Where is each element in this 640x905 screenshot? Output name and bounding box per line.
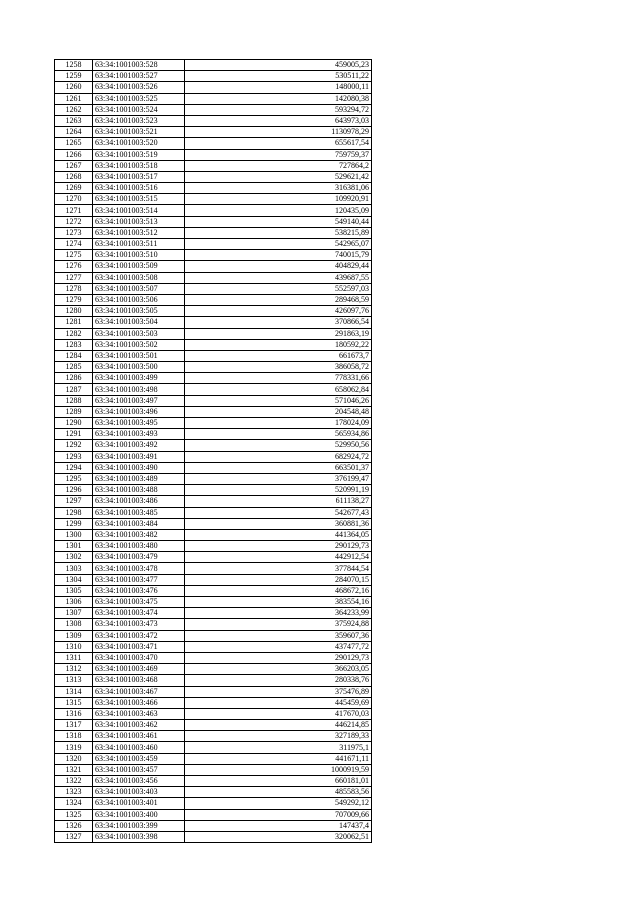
row-number: 1278	[55, 283, 93, 294]
table-row	[55, 518, 372, 529]
row-number: 1306	[55, 597, 93, 608]
table-row	[55, 227, 372, 238]
table-row	[55, 115, 372, 126]
row-number: 1320	[55, 753, 93, 764]
table-row	[55, 183, 372, 194]
row-number: 1275	[55, 250, 93, 261]
cadastral-number: 63:34:1001003:511	[93, 239, 185, 250]
cadastral-number: 63:34:1001003:525	[93, 93, 185, 104]
cadastral-number: 63:34:1001003:519	[93, 149, 185, 160]
cadastral-number: 63:34:1001003:524	[93, 104, 185, 115]
cadastral-value: 289468,59	[185, 294, 372, 305]
cadastral-value: 663501,37	[185, 462, 372, 473]
table-row	[55, 261, 372, 272]
cadastral-number: 63:34:1001003:474	[93, 608, 185, 619]
cadastral-value: 291863,19	[185, 328, 372, 339]
row-number: 1272	[55, 216, 93, 227]
table-row	[55, 306, 372, 317]
cadastral-number: 63:34:1001003:486	[93, 496, 185, 507]
cadastral-number: 63:34:1001003:476	[93, 585, 185, 596]
cadastral-value: 364233,99	[185, 608, 372, 619]
cadastral-value: 376199,47	[185, 473, 372, 484]
row-number: 1327	[55, 831, 93, 842]
cadastral-number: 63:34:1001003:506	[93, 294, 185, 305]
table-row	[55, 809, 372, 820]
table-row	[55, 239, 372, 250]
cadastral-number: 63:34:1001003:527	[93, 71, 185, 82]
cadastral-value: 660181,01	[185, 776, 372, 787]
cadastral-value: 327189,33	[185, 731, 372, 742]
cadastral-number: 63:34:1001003:518	[93, 160, 185, 171]
cadastral-value: 611138,27	[185, 496, 372, 507]
row-number: 1265	[55, 138, 93, 149]
table-row	[55, 149, 372, 160]
cadastral-value: 284070,15	[185, 574, 372, 585]
cadastral-number: 63:34:1001003:472	[93, 630, 185, 641]
table-row	[55, 429, 372, 440]
cadastral-value: 178024,09	[185, 418, 372, 429]
row-number: 1259	[55, 71, 93, 82]
cadastral-number: 63:34:1001003:497	[93, 395, 185, 406]
row-number: 1268	[55, 171, 93, 182]
table-row	[55, 205, 372, 216]
table-row	[55, 216, 372, 227]
table-row	[55, 563, 372, 574]
cadastral-number: 63:34:1001003:512	[93, 227, 185, 238]
table-row	[55, 652, 372, 663]
table-row	[55, 317, 372, 328]
cadastral-number: 63:34:1001003:507	[93, 283, 185, 294]
cadastral-value: 370866,54	[185, 317, 372, 328]
cadastral-value: 439687,55	[185, 272, 372, 283]
row-number: 1291	[55, 429, 93, 440]
row-number: 1296	[55, 485, 93, 496]
row-number: 1317	[55, 720, 93, 731]
row-number: 1263	[55, 115, 93, 126]
cadastral-number: 63:34:1001003:401	[93, 798, 185, 809]
cadastral-number: 63:34:1001003:466	[93, 697, 185, 708]
table-row	[55, 485, 372, 496]
table-row	[55, 82, 372, 93]
row-number: 1321	[55, 764, 93, 775]
table-row	[55, 473, 372, 484]
cadastral-number: 63:34:1001003:488	[93, 485, 185, 496]
cadastral-value: 529621,42	[185, 171, 372, 182]
cadastral-number: 63:34:1001003:492	[93, 440, 185, 451]
row-number: 1319	[55, 742, 93, 753]
cadastral-number: 63:34:1001003:482	[93, 529, 185, 540]
cadastral-number: 63:34:1001003:468	[93, 675, 185, 686]
cadastral-value: 1000919,59	[185, 764, 372, 775]
cadastral-number: 63:34:1001003:400	[93, 809, 185, 820]
cadastral-number: 63:34:1001003:470	[93, 652, 185, 663]
table-row	[55, 418, 372, 429]
table-row	[55, 708, 372, 719]
cadastral-number: 63:34:1001003:528	[93, 60, 185, 71]
table-row	[55, 552, 372, 563]
cadastral-value-table	[54, 59, 372, 843]
cadastral-number: 63:34:1001003:517	[93, 171, 185, 182]
table-row	[55, 71, 372, 82]
cadastral-value: 204548,48	[185, 406, 372, 417]
table-row	[55, 138, 372, 149]
cadastral-value: 441671,11	[185, 753, 372, 764]
table-row	[55, 664, 372, 675]
row-number: 1294	[55, 462, 93, 473]
cadastral-value: 542677,43	[185, 507, 372, 518]
cadastral-value: 552597,03	[185, 283, 372, 294]
table-row	[55, 798, 372, 809]
row-number: 1274	[55, 239, 93, 250]
row-number: 1258	[55, 60, 93, 71]
row-number: 1318	[55, 731, 93, 742]
cadastral-number: 63:34:1001003:469	[93, 664, 185, 675]
row-number: 1271	[55, 205, 93, 216]
cadastral-value: 404829,44	[185, 261, 372, 272]
table-row	[55, 384, 372, 395]
table-row	[55, 585, 372, 596]
cadastral-value: 311975,1	[185, 742, 372, 753]
row-number: 1292	[55, 440, 93, 451]
table-row	[55, 294, 372, 305]
row-number: 1264	[55, 127, 93, 138]
table-body	[55, 60, 372, 843]
cadastral-number: 63:34:1001003:515	[93, 194, 185, 205]
table-row	[55, 776, 372, 787]
cadastral-number: 63:34:1001003:501	[93, 350, 185, 361]
cadastral-number: 63:34:1001003:484	[93, 518, 185, 529]
table-row	[55, 831, 372, 842]
table-row	[55, 753, 372, 764]
table-row	[55, 720, 372, 731]
cadastral-value: 661673,7	[185, 350, 372, 361]
cadastral-value: 366203,05	[185, 664, 372, 675]
table-row	[55, 462, 372, 473]
table-row	[55, 541, 372, 552]
table-row	[55, 507, 372, 518]
row-number: 1324	[55, 798, 93, 809]
row-number: 1322	[55, 776, 93, 787]
row-number: 1305	[55, 585, 93, 596]
cadastral-number: 63:34:1001003:516	[93, 183, 185, 194]
row-number: 1279	[55, 294, 93, 305]
cadastral-number: 63:34:1001003:509	[93, 261, 185, 272]
cadastral-value: 359607,36	[185, 630, 372, 641]
cadastral-number: 63:34:1001003:485	[93, 507, 185, 518]
cadastral-value: 529950,56	[185, 440, 372, 451]
row-number: 1285	[55, 362, 93, 373]
row-number: 1286	[55, 373, 93, 384]
cadastral-value: 383554,16	[185, 597, 372, 608]
row-number: 1261	[55, 93, 93, 104]
table-row	[55, 339, 372, 350]
row-number: 1297	[55, 496, 93, 507]
row-number: 1266	[55, 149, 93, 160]
cadastral-value: 316381,06	[185, 183, 372, 194]
cadastral-value: 759759,37	[185, 149, 372, 160]
cadastral-value: 682924,72	[185, 451, 372, 462]
cadastral-number: 63:34:1001003:473	[93, 619, 185, 630]
row-number: 1276	[55, 261, 93, 272]
cadastral-value: 377844,54	[185, 563, 372, 574]
row-number: 1281	[55, 317, 93, 328]
cadastral-number: 63:34:1001003:502	[93, 339, 185, 350]
cadastral-value: 520991,19	[185, 485, 372, 496]
cadastral-value: 437477,72	[185, 641, 372, 652]
cadastral-number: 63:34:1001003:403	[93, 787, 185, 798]
cadastral-number: 63:34:1001003:475	[93, 597, 185, 608]
row-number: 1283	[55, 339, 93, 350]
table-row	[55, 194, 372, 205]
table-row	[55, 406, 372, 417]
cadastral-value: 658062,84	[185, 384, 372, 395]
table-row	[55, 686, 372, 697]
row-number: 1284	[55, 350, 93, 361]
row-number: 1315	[55, 697, 93, 708]
table-row	[55, 272, 372, 283]
table-row	[55, 350, 372, 361]
cadastral-value: 1130978,29	[185, 127, 372, 138]
table-row	[55, 60, 372, 71]
row-number: 1302	[55, 552, 93, 563]
row-number: 1325	[55, 809, 93, 820]
table-row	[55, 160, 372, 171]
cadastral-number: 63:34:1001003:500	[93, 362, 185, 373]
cadastral-value: 542965,07	[185, 239, 372, 250]
row-number: 1310	[55, 641, 93, 652]
cadastral-number: 63:34:1001003:462	[93, 720, 185, 731]
table-row	[55, 127, 372, 138]
cadastral-value: 446214,85	[185, 720, 372, 731]
cadastral-value: 441364,05	[185, 529, 372, 540]
cadastral-number: 63:34:1001003:523	[93, 115, 185, 126]
cadastral-value: 147437,4	[185, 820, 372, 831]
cadastral-value: 180592,22	[185, 339, 372, 350]
row-number: 1304	[55, 574, 93, 585]
row-number: 1260	[55, 82, 93, 93]
table-row	[55, 93, 372, 104]
row-number: 1287	[55, 384, 93, 395]
cadastral-value: 148000,11	[185, 82, 372, 93]
row-number: 1293	[55, 451, 93, 462]
cadastral-number: 63:34:1001003:514	[93, 205, 185, 216]
cadastral-number: 63:34:1001003:480	[93, 541, 185, 552]
cadastral-number: 63:34:1001003:510	[93, 250, 185, 261]
table-row	[55, 171, 372, 182]
cadastral-number: 63:34:1001003:477	[93, 574, 185, 585]
cadastral-number: 63:34:1001003:398	[93, 831, 185, 842]
row-number: 1303	[55, 563, 93, 574]
cadastral-value: 727864,2	[185, 160, 372, 171]
row-number: 1270	[55, 194, 93, 205]
table-row	[55, 608, 372, 619]
row-number: 1262	[55, 104, 93, 115]
table-row	[55, 630, 372, 641]
table-row	[55, 641, 372, 652]
cadastral-number: 63:34:1001003:459	[93, 753, 185, 764]
cadastral-number: 63:34:1001003:461	[93, 731, 185, 742]
cadastral-value: 707009,66	[185, 809, 372, 820]
cadastral-number: 63:34:1001003:503	[93, 328, 185, 339]
cadastral-number: 63:34:1001003:489	[93, 473, 185, 484]
cadastral-value: 109920,91	[185, 194, 372, 205]
cadastral-value: 643973,03	[185, 115, 372, 126]
row-number: 1288	[55, 395, 93, 406]
table-row	[55, 764, 372, 775]
cadastral-number: 63:34:1001003:457	[93, 764, 185, 775]
cadastral-value: 565934,86	[185, 429, 372, 440]
cadastral-number: 63:34:1001003:471	[93, 641, 185, 652]
cadastral-value: 360881,36	[185, 518, 372, 529]
table-row	[55, 619, 372, 630]
cadastral-value: 386058,72	[185, 362, 372, 373]
cadastral-value: 571046,26	[185, 395, 372, 406]
cadastral-number: 63:34:1001003:491	[93, 451, 185, 462]
cadastral-value: 445459,69	[185, 697, 372, 708]
table-row	[55, 731, 372, 742]
cadastral-value: 280338,76	[185, 675, 372, 686]
cadastral-value: 290129,73	[185, 652, 372, 663]
cadastral-number: 63:34:1001003:493	[93, 429, 185, 440]
cadastral-value: 290129,73	[185, 541, 372, 552]
cadastral-number: 63:34:1001003:456	[93, 776, 185, 787]
cadastral-value: 459005,23	[185, 60, 372, 71]
cadastral-value: 485583,56	[185, 787, 372, 798]
table-row	[55, 574, 372, 585]
cadastral-number: 63:34:1001003:513	[93, 216, 185, 227]
cadastral-number: 63:34:1001003:399	[93, 820, 185, 831]
cadastral-value: 593294,72	[185, 104, 372, 115]
row-number: 1300	[55, 529, 93, 540]
row-number: 1326	[55, 820, 93, 831]
table-row	[55, 597, 372, 608]
row-number: 1316	[55, 708, 93, 719]
cadastral-value: 530511,22	[185, 71, 372, 82]
cadastral-value: 538215,89	[185, 227, 372, 238]
row-number: 1313	[55, 675, 93, 686]
table-row	[55, 529, 372, 540]
cadastral-value: 320062,51	[185, 831, 372, 842]
cadastral-value: 778331,66	[185, 373, 372, 384]
row-number: 1295	[55, 473, 93, 484]
row-number: 1314	[55, 686, 93, 697]
row-number: 1311	[55, 652, 93, 663]
row-number: 1290	[55, 418, 93, 429]
cadastral-value: 549292,12	[185, 798, 372, 809]
cadastral-number: 63:34:1001003:521	[93, 127, 185, 138]
table-row	[55, 820, 372, 831]
cadastral-number: 63:34:1001003:463	[93, 708, 185, 719]
row-number: 1312	[55, 664, 93, 675]
cadastral-number: 63:34:1001003:496	[93, 406, 185, 417]
table-row	[55, 250, 372, 261]
row-number: 1269	[55, 183, 93, 194]
table-row	[55, 742, 372, 753]
row-number: 1299	[55, 518, 93, 529]
table-row	[55, 395, 372, 406]
cadastral-number: 63:34:1001003:498	[93, 384, 185, 395]
row-number: 1307	[55, 608, 93, 619]
cadastral-number: 63:34:1001003:520	[93, 138, 185, 149]
table-row	[55, 328, 372, 339]
cadastral-number: 63:34:1001003:490	[93, 462, 185, 473]
row-number: 1267	[55, 160, 93, 171]
row-number: 1277	[55, 272, 93, 283]
cadastral-number: 63:34:1001003:460	[93, 742, 185, 753]
cadastral-number: 63:34:1001003:499	[93, 373, 185, 384]
row-number: 1298	[55, 507, 93, 518]
row-number: 1282	[55, 328, 93, 339]
table-row	[55, 362, 372, 373]
table-row	[55, 283, 372, 294]
cadastral-number: 63:34:1001003:467	[93, 686, 185, 697]
row-number: 1301	[55, 541, 93, 552]
table-row	[55, 451, 372, 462]
cadastral-value: 442912,54	[185, 552, 372, 563]
cadastral-value: 549140,44	[185, 216, 372, 227]
cadastral-number: 63:34:1001003:478	[93, 563, 185, 574]
cadastral-value: 426097,76	[185, 306, 372, 317]
cadastral-value: 655617,54	[185, 138, 372, 149]
row-number: 1323	[55, 787, 93, 798]
cadastral-number: 63:34:1001003:479	[93, 552, 185, 563]
table-row	[55, 440, 372, 451]
table-row	[55, 104, 372, 115]
table-row	[55, 373, 372, 384]
table-row	[55, 675, 372, 686]
table-row	[55, 496, 372, 507]
row-number: 1289	[55, 406, 93, 417]
table-row	[55, 787, 372, 798]
table-row	[55, 697, 372, 708]
cadastral-value: 375476,89	[185, 686, 372, 697]
cadastral-value: 375924,88	[185, 619, 372, 630]
row-number: 1273	[55, 227, 93, 238]
cadastral-value: 740015,79	[185, 250, 372, 261]
cadastral-value: 142080,38	[185, 93, 372, 104]
cadastral-value: 468672,16	[185, 585, 372, 596]
row-number: 1309	[55, 630, 93, 641]
cadastral-number: 63:34:1001003:508	[93, 272, 185, 283]
cadastral-value: 417670,03	[185, 708, 372, 719]
row-number: 1308	[55, 619, 93, 630]
cadastral-number: 63:34:1001003:504	[93, 317, 185, 328]
cadastral-number: 63:34:1001003:495	[93, 418, 185, 429]
row-number: 1280	[55, 306, 93, 317]
cadastral-number: 63:34:1001003:505	[93, 306, 185, 317]
cadastral-value: 120435,09	[185, 205, 372, 216]
cadastral-number: 63:34:1001003:526	[93, 82, 185, 93]
